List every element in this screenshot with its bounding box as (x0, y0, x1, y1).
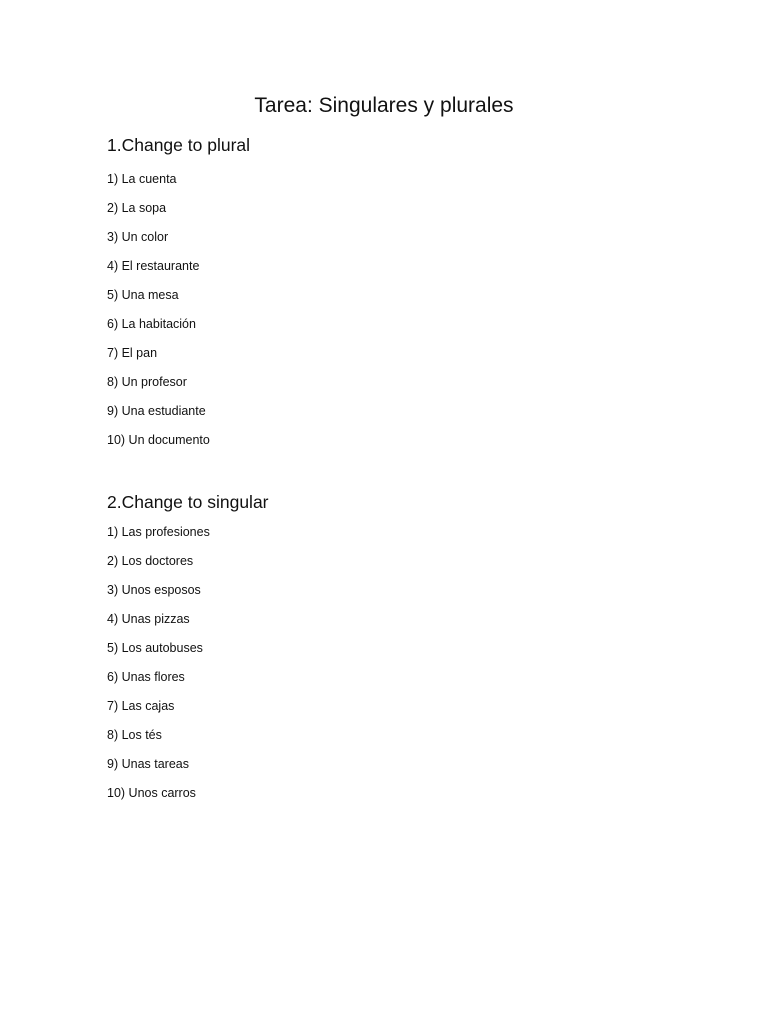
list-item: 4) El restaurante (107, 259, 200, 273)
list-item: 9) Unas tareas (107, 757, 189, 771)
section-change-to-plural (107, 133, 250, 455)
section-heading: 2.Change to singular (107, 492, 269, 512)
list-item: 1) Las profesiones (107, 525, 210, 539)
exercise-list (107, 518, 269, 808)
list-item: 8) Los tés (107, 728, 162, 742)
list-item: 10) Unos carros (107, 786, 196, 800)
list-item: 7) El pan (107, 346, 158, 360)
list-item: 7) Las cajas (107, 699, 175, 713)
list-item: 5) Los autobuses (107, 641, 203, 655)
list-item: 2) La sopa (107, 201, 167, 215)
list-item: 4) Unas pizzas (107, 612, 190, 626)
list-item: 3) Unos esposos (107, 583, 201, 597)
page-title: Tarea: Singulares y plurales (254, 94, 514, 117)
list-item: 1) La cuenta (107, 172, 177, 186)
list-item: 6) Unas flores (107, 670, 185, 684)
list-item: 6) La habitación (107, 317, 196, 331)
exercise-list (107, 165, 250, 455)
list-item: 3) Un color (107, 230, 169, 244)
list-item: 5) Una mesa (107, 288, 179, 302)
list-item: 9) Una estudiante (107, 404, 206, 418)
section-change-to-singular (107, 490, 269, 808)
list-item: 10) Un documento (107, 433, 210, 447)
list-item: 8) Un profesor (107, 375, 187, 389)
list-item: 2) Los doctores (107, 554, 194, 568)
section-heading: 1.Change to plural (107, 135, 251, 155)
